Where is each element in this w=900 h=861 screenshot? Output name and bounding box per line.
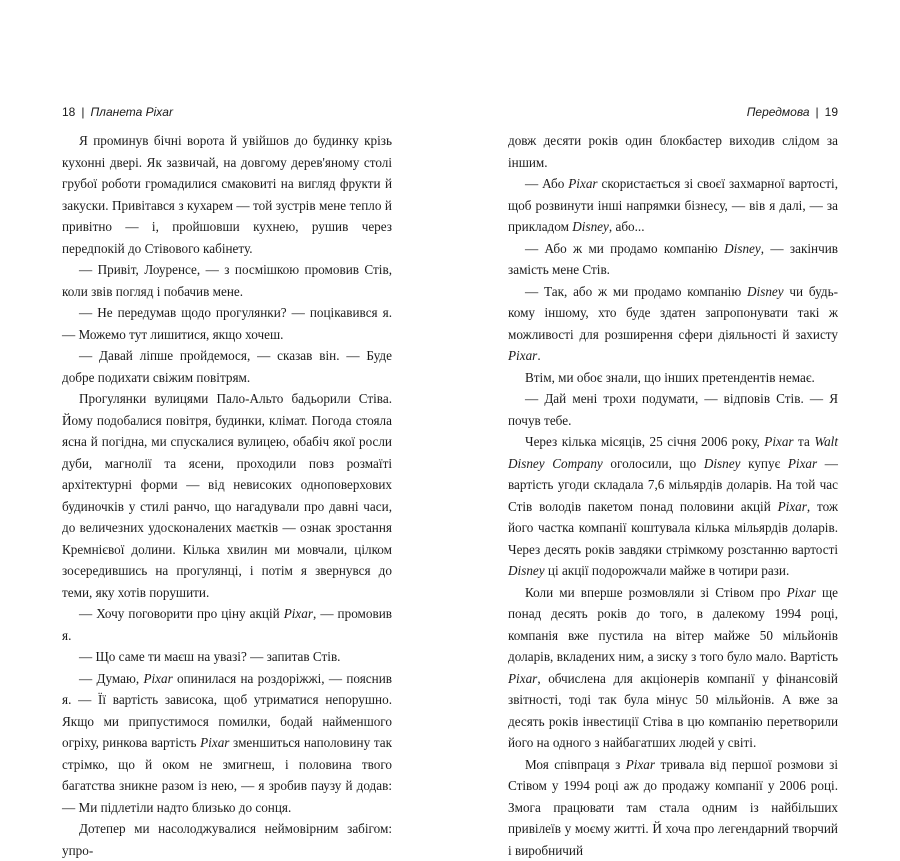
paragraph: — Привіт, Лоуренсе, — з посмішкою промовив Стів, коли звів погляд і побачив мене. <box>62 259 392 302</box>
paragraph: Я проминув бічні ворота й увійшов до будинку крізь кухонні двері. Як зазвичай, на довгому дерев'яному столі грубої роботи громадилися смаковиті на вигляд фрукти й закуски. Привітався з кухарем — той зустрів мене тепло й привітно — і, пройшовши кухнею, рушив через передпокій до Стівового кабінету. <box>62 130 392 259</box>
paragraph: Моя співпраця з Pixar тривала від першої розмови зі Стівом у 1994 році аж до продажу компанії у 2006 році. Змога працювати там стала одним із найбільших привілеїв у моєму житті. Й хоча про легендарний творчий і виробничий <box>508 754 838 861</box>
left-page <box>0 0 450 817</box>
paragraph: — Або Pixar скористається зі своєї захмарної вартості, щоб розвинути інші напрямки бізнесу, — вів я далі, — за прикладом Disney, або... <box>508 173 838 238</box>
left-body-text <box>62 130 392 861</box>
paragraph-continuation: довж десяти років один блокбастер виходив слідом за іншим. <box>508 130 838 173</box>
paragraph: Дотепер ми насолоджувалися неймовірним забігом: упро- <box>62 818 392 861</box>
paragraph: Втім, ми обоє знали, що інших претендентів немає. <box>508 367 838 389</box>
paragraph: Коли ми вперше розмовляли зі Стівом про Pixar ще понад десять років до того, в далекому 1994 році, компанія вже пустила на вітер майже 50 мільйонів доларів, вкладених ним, а зиску з того було мало. Вартість Pixar, обчислена для акціонерів компанії у фінансовій звітності, тоді так була мінус 50 мільйонів. А вже за десять років інвестиції Стіва в цю компанію перетворили його на одного з найбагатших людей у світі. <box>508 582 838 754</box>
paragraph: — Що саме ти маєш на увазі? — запитав Стів. <box>62 646 392 668</box>
paragraph: — Думаю, Pixar опинилася на роздоріжжі, — пояснив я. — Її вартість зависока, щоб утриматися непорушно. Якщо ми припустимося помилки, бодай найменшого огріху, ринкова вартість Pixar зменшиться наполовину так стрімко, що й оком не змигнеш, і половина твого багатства зникне разом із нею, — я зробив паузу й додав: — Ми підлетіли надто близько до сонця. <box>62 668 392 819</box>
paragraph: — Хочу поговорити про ціну акцій Pixar, — промовив я. <box>62 603 392 646</box>
paragraph: — Або ж ми продамо компанію Disney, — закінчив замість мене Стів. <box>508 238 838 281</box>
right-page-number: 19 <box>825 105 838 119</box>
paragraph: — Так, або ж ми продамо компанію Disney чи будь-кому іншому, хто буде здатен запропонувати такі ж можливості для розширення сфери діяльності й захисту Pixar. <box>508 281 838 367</box>
section-title: Передмова <box>747 105 810 119</box>
header-separator: | <box>81 105 84 119</box>
paragraph: — Не передумав щодо прогулянки? — поцікавився я. — Можемо тут лишитися, якщо хочеш. <box>62 302 392 345</box>
header-separator: | <box>816 105 819 119</box>
left-running-head <box>62 104 173 120</box>
book-title: Планета Pixar <box>90 105 173 119</box>
paragraph: — Дай мені трохи подумати, — відповів Стів. — Я почув тебе. <box>508 388 838 431</box>
right-page <box>450 0 900 817</box>
paragraph: — Давай ліпше пройдемося, — сказав він. — Буде добре подихати свіжим повітрям. <box>62 345 392 388</box>
right-body-text <box>508 130 838 861</box>
left-page-number: 18 <box>62 105 75 119</box>
right-running-head <box>747 104 838 120</box>
paragraph: Прогулянки вулицями Пало-Альто бадьорили Стіва. Йому подобалися повітря, будинки, клімат. Погода стояла ясна й погідна, ми спускалися вулицею, обабіч якої росли дуби, магнолії та ясени, проходили повз розмаїті архітектурні форми — від невисоких одноповерхових будиночків у стилі ранчо, що нагадували про давні часи, до величезних удосконалених маєтків — ознак зростання Кремнієвої долини. Кілька хвилин ми мовчали, цілком зосередившись на прогулянці, і потім я звернувся до теми, яку хотів порушити. <box>62 388 392 603</box>
paragraph: Через кілька місяців, 25 січня 2006 року, Pixar та Walt Disney Company оголосили, що Disney купує Pixar — вартість угоди складала 7,6 мільярдів доларів. На той час Стів володів пакетом понад половини акцій Pixar, тож його частка компанії коштувала кілька мільярдів доларів. Через десять років завдяки стрімкому розстанню вартості Disney ці акції подорожчали майже в чотири рази. <box>508 431 838 582</box>
